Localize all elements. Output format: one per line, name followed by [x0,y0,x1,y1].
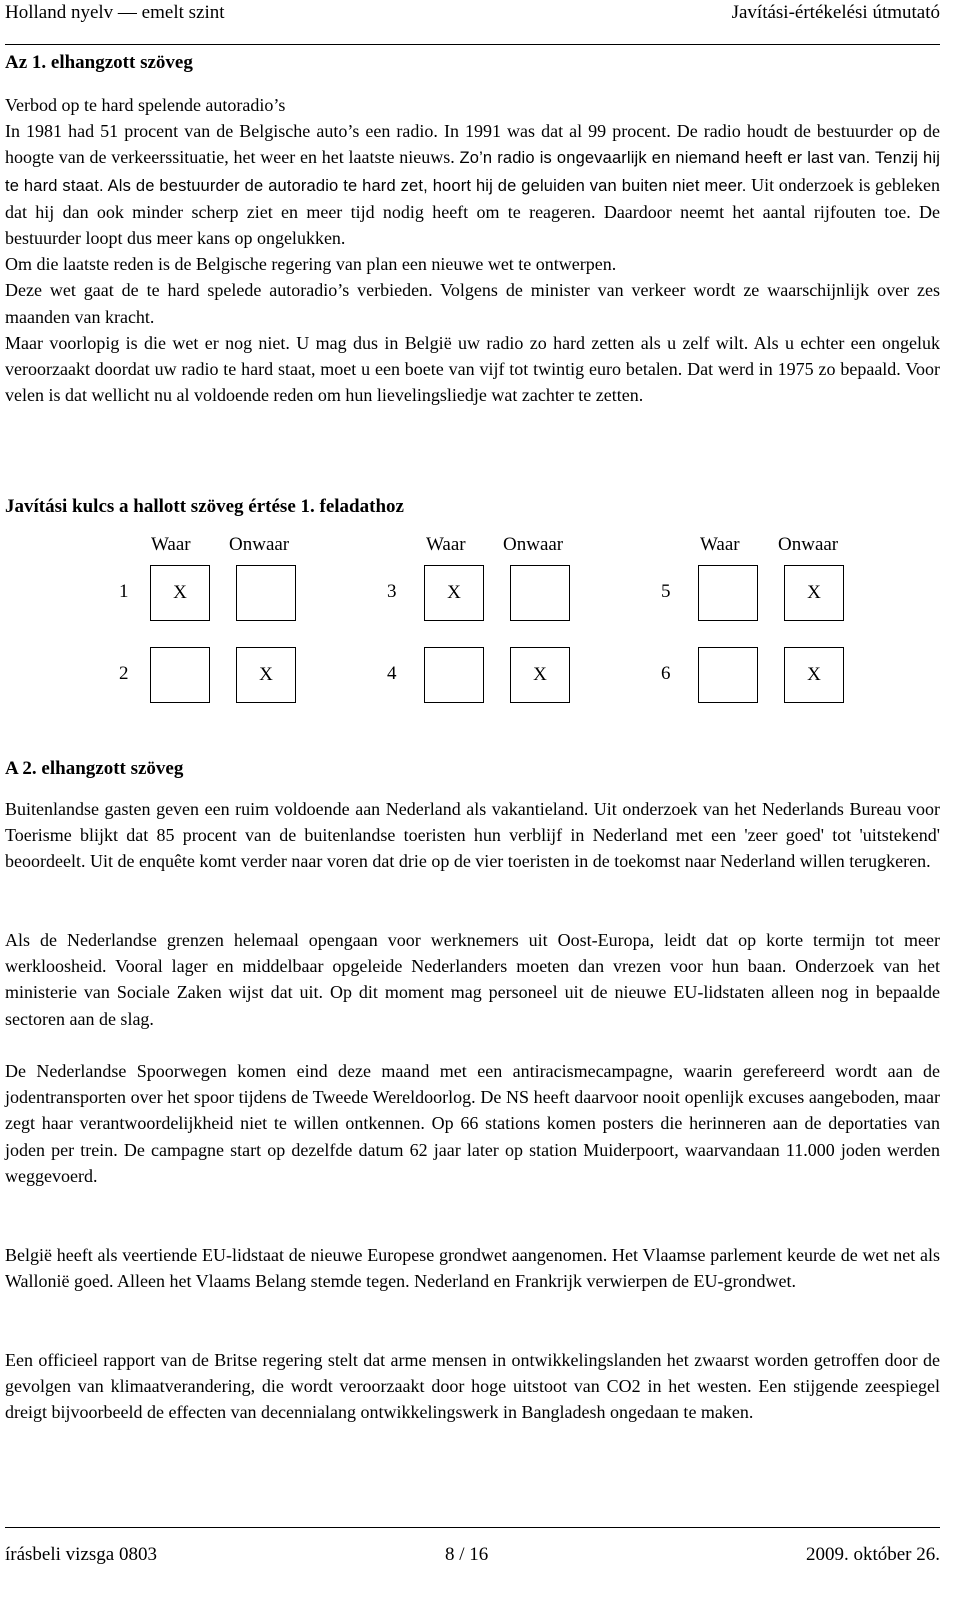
answer-key-heading: Javítási kulcs a hallott szöveg értése 1. feladathoz [5,496,404,517]
answer-box-waar [424,647,484,703]
column-waar-3: Waar [700,534,740,555]
section2-paragraph-5: Een officieel rapport van de Britse regering stelt dat arme mensen in ontwikkelingslanden het zwaarst worden getroffen door de gevolgen van klimaatverandering, die wordt veroorzaakt door hoge uitstoot van CO2 in het westen. Een stijgende zeespiegel dreigt bijvoorbeeld de effecten van decennialang ontwikkelingswerk in Bangladesh ongedaan te maken. [5,1350,940,1423]
column-onwaar-3: Onwaar [778,534,839,555]
section2-paragraph-2: Als de Nederlandse grenzen helemaal opengaan voor werknemers uit Oost-Europa, leidt dat op korte termijn tot meer werkloosheid. Vooral lager en middelbaar opgeleide Nederlanders moeten dan vrezen voor hun baan. Onderzoek van het ministerie van Sociale Zaken wijst dat uit. Op dit moment mag personeel uit de nieuwe EU-lidstaten alleen nog in bepaalde sectoren aan de slag. [5,930,940,1029]
column-onwaar-2: Onwaar [503,534,564,555]
item-number: 5 [661,581,671,602]
column-waar-2: Waar [426,534,466,555]
answer-box-onwaar [510,565,570,621]
footer-exam-code: írásbeli vizsga 0803 [5,1544,157,1565]
section1-paragraph-4: Maar voorlopig is die wet er nog niet. U mag dus in België uw radio zo hard zetten als u zelf wilt. Als u echter een ongeluk veroorzaakt doordat uw radio te hard staat, moet u een boete van vijf tot twintig euro betalen. Dat werd in 1975 zo bepaald. Voor velen is dat wellicht nu al voldoende reden om hun lievelingsliedje wat zachter te zetten. [5,332,940,406]
section1-intro: In 1981 had 51 procent van de Belgische auto’s een radio. In 1991 was dat al 99 procent. De radio houdt de bestuurder op de hoogte van de verkeerssituatie, het weer en het laatste nieuws. [5,121,940,168]
section2-paragraph-1: Buitenlandse gasten geven een ruim voldoende aan Nederland als vakantieland. Uit onderzoek van het Nederlands Bureau voor Toerisme blijkt dat 85 procent van de buitenlandse toeristen hun verblijf in Nederland met een 'zeer goed' tot 'uitstekend' beoordeelt. Uit de enquête komt verder naar voren dat drie op de vier toeristen in de toekomst naar Nederland willen terugkeren. [5,799,940,872]
item-number: 4 [387,663,397,684]
item-number: 3 [387,581,397,602]
section1-rest: Uit onderzoek is gebleken dat hij dan ook minder scherp ziet en meer tijd nodig heeft om te reageren. Daardoor neemt het aantal rijfouten toe. De bestuurder loopt dus meer kans op ongelukken. [5,174,941,249]
answer-box-onwaar: X [784,647,844,703]
answer-key-grid [5,530,940,710]
page-number: 8 / 16 [445,1544,489,1565]
section1-heading: Az 1. elhangzott szöveg [5,52,193,73]
column-onwaar-1: Onwaar [229,534,290,555]
section1-sans-text: Zo’n radio is ongevaarlijk en niemand heeft er last van. Tenzij hij te hard staat. Als de bestuurder de autoradio te hard zet, hoort hij de geluiden van buiten niet meer. [5,149,941,195]
header-doc-type: Javítási-értékelési útmutató [731,2,940,23]
page-footer [5,1544,940,1570]
answer-box-onwaar [236,565,296,621]
section2-paragraph-3: De Nederlandse Spoorwegen komen eind deze maand met een antiracismecampagne, waarin gerefereerd wordt aan de jodentransporten over het spoor tijdens de Tweede Wereldoorlog. De NS heeft daarvoor nooit openlijk excuses aangeboden, maar zegt haar verantwoordelijkheid niet te willen ontkennen. Op 66 stations komen posters die herinneren aan de deportaties van joden per trein. De campagne start op dezelfde datum 62 jaar later op station Muiderpoort, waarvandaan 11.000 joden werden weggevoerd. [5,1061,940,1186]
answer-box-onwaar: X [784,565,844,621]
header-divider [5,44,940,45]
section1-paragraph-3: Deze wet gaat de te hard spelede autoradio’s verbieden. Volgens de minister van verkeer wordt ze waarschijnlijk over zes maanden van kracht. [5,280,940,327]
answer-box-waar: X [424,565,484,621]
section1-title: Verbod op te hard spelende autoradio’s [5,95,286,115]
header-subject: Holland nyelv — emelt szint [5,2,225,23]
footer-divider [5,1527,940,1528]
section2-paragraph-4: België heeft als veertiende EU-lidstaat de nieuwe Europese grondwet aangenomen. Het Vlaamse parlement keurde de wet net als Wallonië goed. Alleen het Vlaams Belang stemde tegen. Nederland en Frankrijk verwierpen de EU-grondwet. [5,1245,940,1292]
item-number: 1 [119,581,129,602]
section2-heading: A 2. elhangzott szöveg [5,758,184,779]
item-number: 2 [119,663,129,684]
answer-box-waar [150,647,210,703]
item-number: 6 [661,663,671,684]
answer-box-waar: X [150,565,210,621]
answer-box-onwaar: X [236,647,296,703]
answer-box-waar [698,647,758,703]
answer-box-onwaar: X [510,647,570,703]
column-waar-1: Waar [151,534,191,555]
section1-paragraph-1 [5,118,940,251]
answer-box-waar [698,565,758,621]
page-header [5,2,940,28]
section1-paragraph-2: Om die laatste reden is de Belgische regering van plan een nieuwe wet te ontwerpen. [5,254,617,275]
section1-text [5,92,940,408]
footer-date: 2009. október 26. [805,1544,940,1565]
